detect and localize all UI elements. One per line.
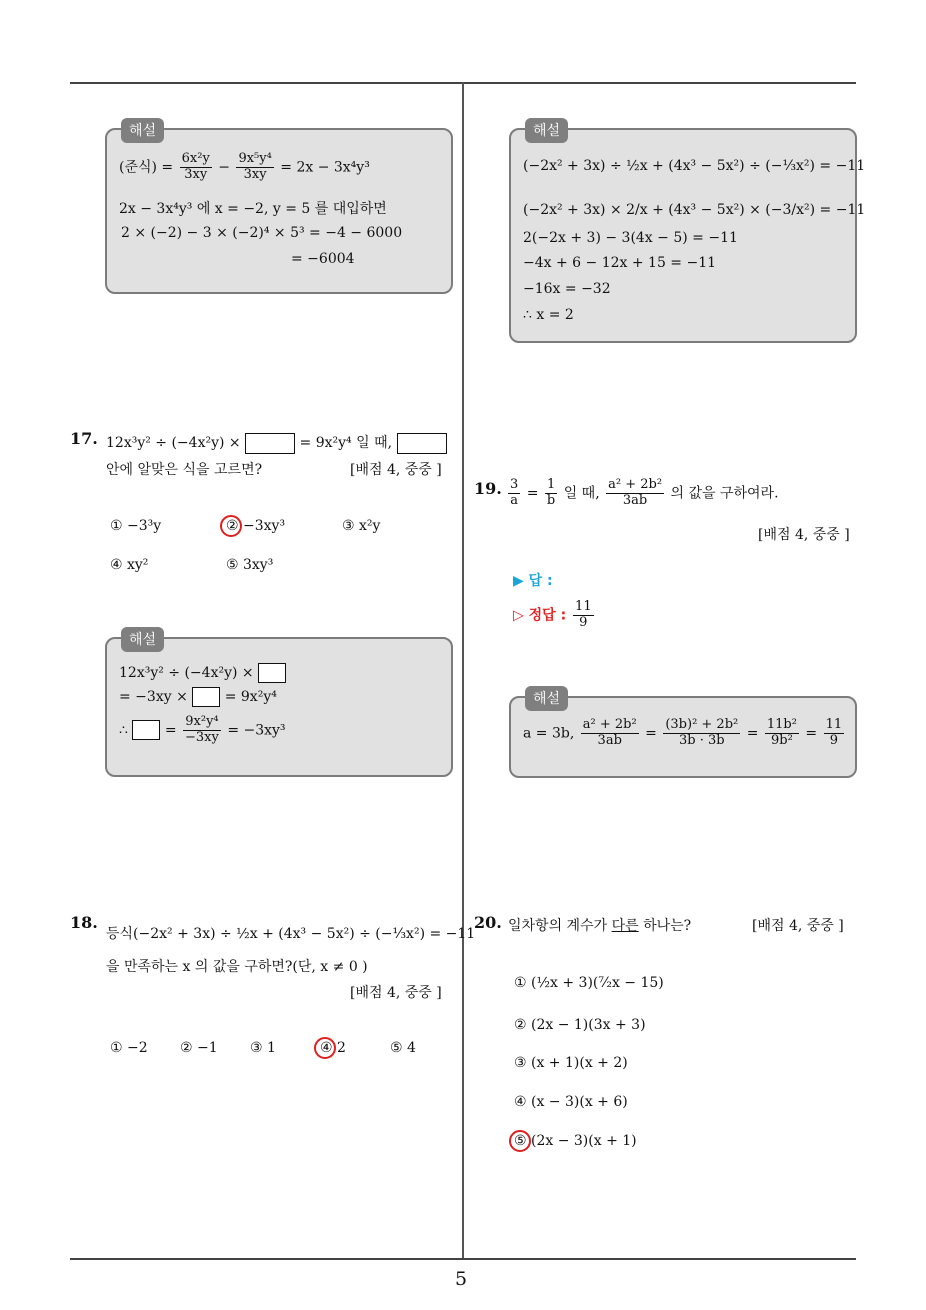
q20-score: [배점 4, 중중 ] [752, 918, 844, 934]
q20-choice-5[interactable]: ⑤ (2x − 3)(x + 1) [514, 1133, 637, 1149]
fraction: $\frac{1}{b}$ [546, 477, 556, 508]
q20-stem: 일차항의 계수가 다른 하나는? [508, 918, 692, 934]
q19-solution-box [509, 691, 857, 778]
answer-blank [192, 687, 220, 707]
fraction: $\frac{\text{(3b)² + 2b²}}{3b \cdot 3b}$ [665, 717, 739, 748]
p18-sol-line4: −4x + 6 − 12x + 15 = −11 [523, 255, 717, 271]
correct-answer-circle [509, 1130, 531, 1152]
q17-stem-line1: 12x³y² ÷ (−4x²y) × = 9x²y⁴ 일 때, [106, 432, 447, 454]
question-number: 19. [474, 479, 502, 498]
page-number: 5 [455, 1268, 468, 1290]
q17-choice-5[interactable]: ⑤ 3xy³ [226, 557, 274, 573]
solution-tag: 해설 [121, 627, 164, 652]
fraction: $\frac{\text{a² + 2b²}}{3ab}$ [582, 717, 637, 748]
question-number: 17. [70, 429, 98, 448]
q20-choice-4[interactable]: ④ (x − 3)(x + 6) [514, 1094, 628, 1110]
correct-answer-circle [314, 1037, 336, 1059]
question-number: 18. [70, 913, 98, 932]
q18-choice-4[interactable]: ④ 2 [320, 1040, 346, 1056]
answer-label: ▶ 답 : [513, 573, 553, 589]
answer-blank [397, 433, 447, 454]
fraction: $\frac{11}{9}$ [575, 599, 592, 630]
q17-sol-line1: 12x³y² ÷ (−4x²y) × [119, 663, 286, 683]
q20-choice-1[interactable]: ① (½x + 3)(⁷⁄₂x − 15) [514, 975, 664, 991]
question-number: 20. [474, 913, 502, 932]
q18-choice-5[interactable]: ⑤ 4 [390, 1040, 416, 1056]
correct-answer-circle [220, 515, 242, 537]
p16-solution-box [105, 123, 453, 294]
q17-score: [배점 4, 중중 ] [350, 462, 442, 478]
p18-sol-line6: ∴ x = 2 [523, 307, 574, 323]
q17-choice-3[interactable]: ③ x²y [342, 518, 381, 534]
q20-choice-3[interactable]: ③ (x + 1)(x + 2) [514, 1055, 628, 1071]
fraction: $\frac{\text{9x²y⁴}}{-3xy}$ [185, 714, 219, 745]
q18-stem-line1: 등식(−2x² + 3x) ÷ ½x + (4x³ − 5x²) ÷ (−⅓x²) = −11 [106, 926, 476, 942]
solution-tag: 해설 [525, 686, 568, 711]
p18-sol-line2: (−2x² + 3x) × 2/x + (4x³ − 5x²) × (−3/x²) = −11 [523, 202, 866, 218]
q17-choice-1[interactable]: ① −3³y [110, 518, 162, 534]
q17-stem-line2: 안에 알맞은 식을 고르면? [106, 462, 263, 478]
p16-sol-line1: (준식) = $\frac{\text{6x²y}}{3xy}$ − $\frac{\text{9x⁵y⁴}}{3xy}$ = 2x − 3x⁴y³ [119, 151, 370, 182]
q18-choice-2[interactable]: ② −1 [180, 1040, 218, 1056]
answer-blank [258, 663, 286, 683]
solution-tag: 해설 [121, 118, 164, 143]
solution-tag: 해설 [525, 118, 568, 143]
fraction: $\frac{\text{11b²}}{\text{9b²}}$ [766, 717, 797, 748]
q18-stem-line2: 을 만족하는 x 의 값을 구하면?(단, x ≠ 0 ) [106, 959, 368, 975]
q20-choice-2[interactable]: ② (2x − 1)(3x + 3) [514, 1017, 646, 1033]
p18-solution-box [509, 123, 866, 343]
answer-blank [132, 720, 160, 740]
q17-sol-line3: ∴ = $\frac{\text{9x²y⁴}}{-3xy}$ = −3xy³ [119, 714, 286, 745]
fraction: $\frac{\text{a² + 2b²}}{3ab}$ [608, 477, 663, 508]
q17-choice-2[interactable]: ② −3xy³ [226, 518, 286, 534]
fraction: $\frac{11}{9}$ [825, 717, 843, 748]
column-divider [462, 82, 464, 1259]
q17-choice-4[interactable]: ④ xy² [110, 557, 149, 573]
q19-score: [배점 4, 중중 ] [758, 527, 850, 543]
q19-stem: $\frac{3}{a}$ = $\frac{1}{b}$ 일 때, $\frac{\text{a² + 2b²}}{3ab}$ 의 값을 구하여라. [510, 477, 779, 508]
p16-sol-line3: 2 × (−2) − 3 × (−2)⁴ × 5³ = −4 − 6000 [121, 225, 403, 241]
p16-sol-line2: 2x − 3x⁴y³ 에 x = −2, y = 5 를 대입하면 [119, 201, 387, 217]
p16-sol-line4: = −6004 [291, 251, 355, 267]
q17-sol-line2: = −3xy × = 9x²y⁴ [119, 689, 277, 705]
q18-score: [배점 4, 중중 ] [350, 985, 442, 1001]
bottom-rule [70, 1258, 856, 1260]
q18-choice-1[interactable]: ① −2 [110, 1040, 148, 1056]
q17-solution-box [105, 632, 453, 777]
p18-sol-line5: −16x = −32 [523, 281, 611, 297]
fraction: $\frac{3}{a}$ [510, 477, 519, 508]
p18-sol-line1: (−2x² + 3x) ÷ ½x + (4x³ − 5x²) ÷ (−⅓x²) = −11 [523, 158, 866, 174]
p18-sol-line3: 2(−2x + 3) − 3(4x − 5) = −11 [523, 230, 738, 246]
fraction: $\frac{\text{9x⁵y⁴}}{3xy}$ [238, 151, 272, 182]
q18-choice-3[interactable]: ③ 1 [250, 1040, 276, 1056]
correct-answer-row: ▷ 정답 : $\frac{11}{9}$ [513, 599, 592, 630]
fraction: $\frac{\text{6x²y}}{3xy}$ [181, 151, 210, 182]
q19-sol-line: a = 3b, $\frac{\text{a² + 2b²}}{3ab}$ = $\frac{\text{(3b)² + 2b²}}{3b \cdot 3b}$ = $\frac{\text{11b²}}{\text{9b²}}$ = $\frac{11}{9}$ [523, 717, 843, 748]
answer-blank [245, 433, 295, 454]
